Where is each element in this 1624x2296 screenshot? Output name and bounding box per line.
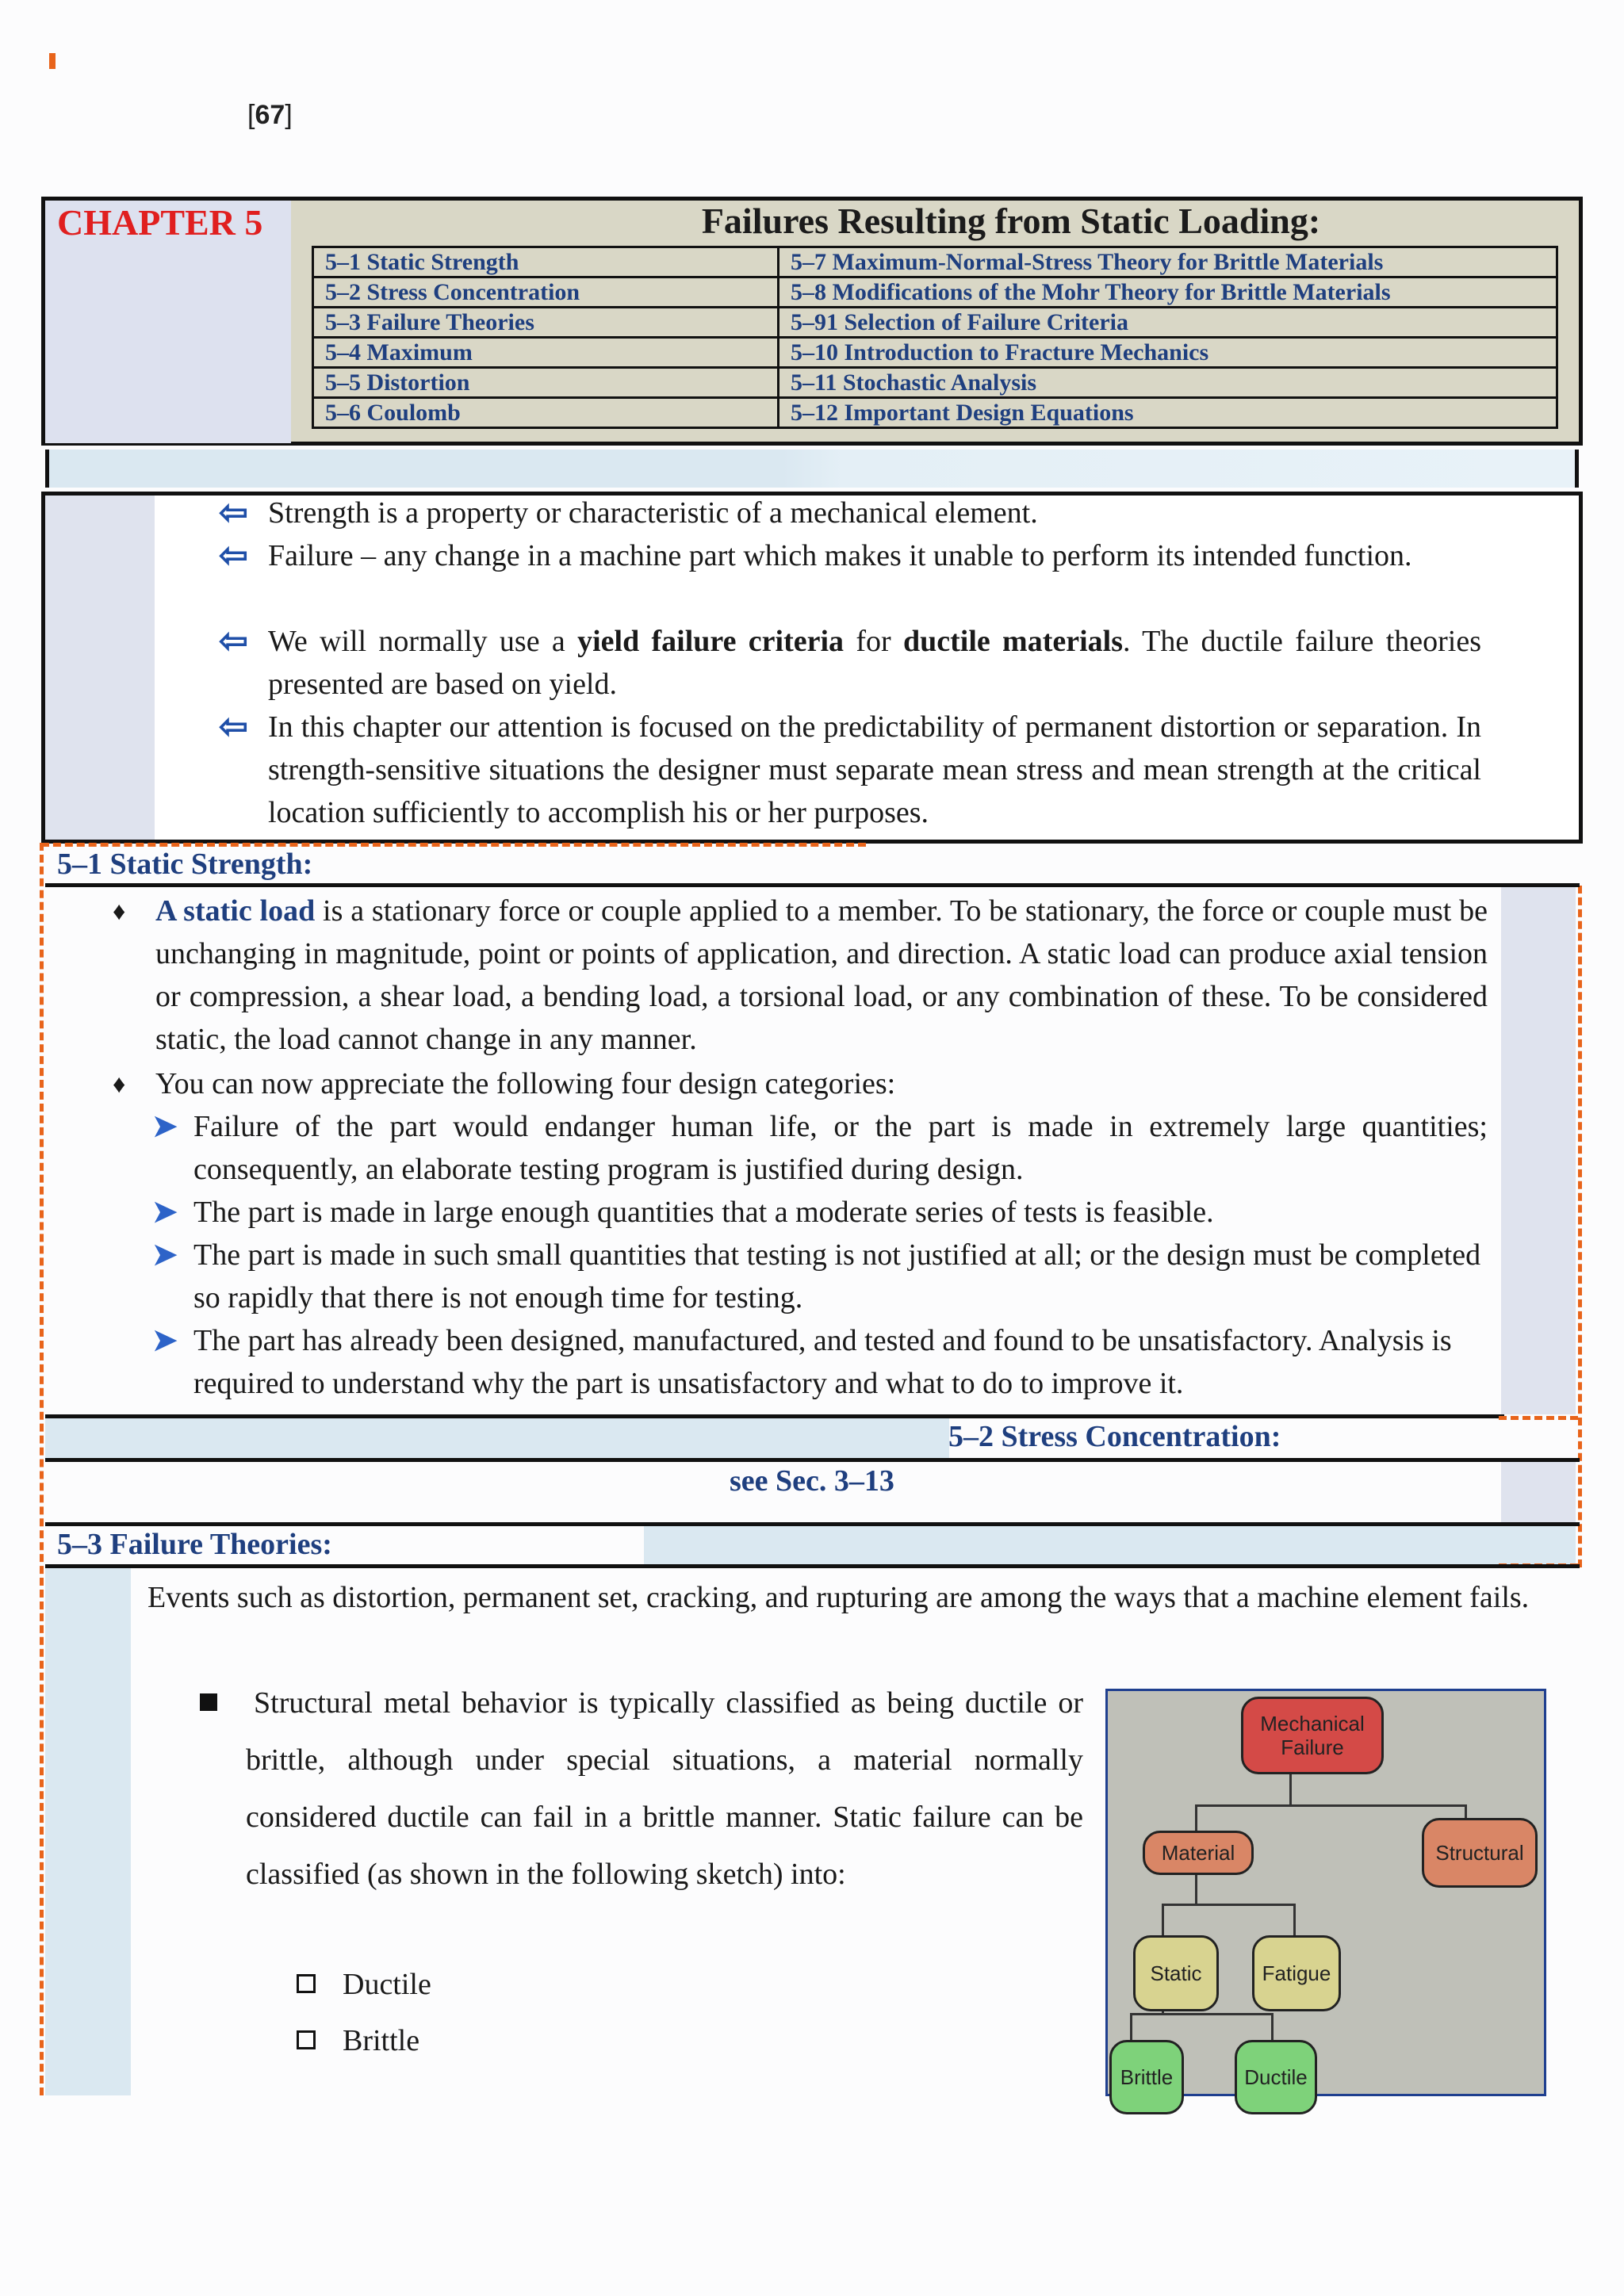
section-5-3-heading: 5–3 Failure Theories: [57, 1528, 332, 1561]
node-brittle: Brittle [1109, 2040, 1184, 2114]
toc-row [313, 368, 1557, 398]
section-5-2-side-panel [1501, 1462, 1576, 1522]
chevron-right-icon: ➤ [152, 1238, 178, 1272]
arrow-left-icon: ⇦ [219, 493, 248, 532]
connector-line [1271, 2013, 1274, 2042]
section-5-1-side-panel [1501, 887, 1576, 1414]
section-5-1-para-2: You can now appreciate the following four design categories: [155, 1067, 896, 1100]
section-5-2-heading: 5–2 Stress Concentration: [948, 1420, 1281, 1453]
section-rule [45, 1458, 1580, 1462]
arrow-left-icon: ⇦ [219, 707, 248, 746]
checkbox-icon [297, 1974, 316, 1993]
toc-cell: 5–5 Distortion [313, 368, 779, 398]
section-rule [45, 1564, 1580, 1568]
dashed-frame-left [40, 843, 44, 2095]
connector-line [1195, 1873, 1197, 1905]
node-structural: Structural [1422, 1818, 1538, 1888]
section-5-2-strip [45, 1418, 949, 1458]
square-bullet-icon [200, 1693, 217, 1711]
orange-corner-mark [49, 53, 56, 69]
diamond-bullet-icon: ♦ [113, 1070, 126, 1098]
section-5-1-para-1 [155, 890, 1488, 1061]
connector-line [1289, 1774, 1292, 1806]
diamond-bullet-icon: ♦ [113, 897, 126, 925]
checkbox-icon [297, 2030, 316, 2049]
toc-row [313, 398, 1557, 428]
toc-row [313, 247, 1557, 277]
toc-cell: 5–3 Failure Theories [313, 308, 779, 338]
intro-b3-pre: We will normally use a [268, 625, 578, 658]
node-fatigue: Fatigue [1252, 1935, 1341, 2011]
connector-line [1293, 1904, 1296, 1935]
failure-classification-diagram [1105, 1689, 1546, 2096]
static-load-definition: is a stationary force or couple applied to a member. To be stationary, the force or couple must be unchanging in magnitude, point or points of application, and direction. A static load can produce axial tension or compression, a shear load, a bending load, a torsional load, or any combination of these. To be considered static, the load cannot change in any manner. [155, 894, 1488, 1056]
section-5-3-strip [644, 1526, 1576, 1564]
section-5-1-heading: 5–1 Static Strength: [57, 848, 313, 881]
connector-line [1195, 1804, 1197, 1831]
section-5-2-reference: see Sec. 3–13 [730, 1464, 894, 1498]
arrow-left-icon: ⇦ [219, 622, 248, 660]
spacer-strip [45, 450, 1579, 488]
node-static: Static [1133, 1935, 1219, 2011]
failure-type-brittle: Brittle [343, 2024, 420, 2057]
connector-line [1130, 2013, 1132, 2042]
intro-b3-bold2: ductile materials [902, 625, 1123, 658]
dashed-divider [1499, 1416, 1578, 1420]
design-category-1: Failure of the part would endanger human life, or the part is made in extremely large quantities; consequently, an elaborate testing program is justified during design. [193, 1110, 1488, 1186]
toc-cell: 5–4 Maximum [313, 338, 779, 368]
node-material: Material [1143, 1831, 1254, 1875]
intro-b3-bold1: yield failure criteria [577, 625, 845, 658]
toc-row [313, 338, 1557, 368]
intro-side-panel [45, 496, 155, 840]
static-load-term: A static load [155, 894, 316, 928]
toc-cell: 5–1 Static Strength [313, 247, 779, 277]
toc-cell: 5–12 Important Design Equations [779, 398, 1557, 428]
connector-line [1162, 1904, 1295, 1906]
toc-cell: 5–6 Coulomb [313, 398, 779, 428]
node-mechanical-failure: Mechanical Failure [1241, 1697, 1384, 1774]
toc-cell: 5–11 Stochastic Analysis [779, 368, 1557, 398]
intro-bullet-1: Strength is a property or characteristic of a mechanical element. [268, 496, 1038, 530]
intro-b3-mid: for [844, 625, 903, 658]
connector-line [1195, 1804, 1466, 1807]
section-5-3-para-1: Events such as distortion, permanent set, cracking, and rupturing are among the ways that a machine element fails. [147, 1581, 1530, 1614]
chevron-right-icon: ➤ [152, 1324, 178, 1357]
connector-line [1162, 1904, 1164, 1935]
node-ductile: Ductile [1235, 2040, 1317, 2114]
chapter-title: Failures Resulting from Static Loading: [701, 201, 1321, 241]
page-number-value: 67 [255, 100, 285, 130]
toc-cell: 5–2 Stress Concentration [313, 277, 779, 308]
design-category-4: The part has already been designed, manufactured, and tested and found to be unsatisfactory. Analysis is required to understand why the part is unsatisfactory and what to do to improve it. [193, 1324, 1452, 1400]
failure-type-ductile: Ductile [343, 1968, 431, 2001]
connector-line [1130, 2013, 1273, 2015]
toc-cell: 5–7 Maximum-Normal-Stress Theory for Brittle Materials [779, 247, 1557, 277]
chapter-toc-table [312, 246, 1558, 429]
toc-cell: 5–91 Selection of Failure Criteria [779, 308, 1557, 338]
chapter-label: CHAPTER 5 [57, 202, 263, 243]
section-rule [45, 883, 1580, 887]
chevron-right-icon: ➤ [152, 1196, 178, 1229]
intro-b3-post: . The ductile failure theories presented are based on yield. [268, 625, 1481, 701]
toc-row [313, 277, 1557, 308]
page-number: [67] [247, 100, 293, 130]
toc-row [313, 308, 1557, 338]
dashed-frame-right [1578, 886, 1582, 1567]
section-5-3-side-panel [45, 1568, 131, 2095]
arrow-left-icon: ⇦ [219, 536, 248, 575]
chevron-right-icon: ➤ [152, 1110, 178, 1143]
section-5-3-para-2: Structural metal behavior is typically classified as being ductile or brittle, although under special situations, a material normally considered ductile can fail in a brittle manner. Static failure can be classified (as shown in the following sketch) into: [246, 1686, 1083, 1891]
intro-bullet-2: Failure – any change in a machine part which makes it unable to perform its intended function. [268, 539, 1412, 572]
intro-bullet-4: In this chapter our attention is focused on the predictability of permanent distortion or separation. In strength-sensitive situations the designer must separate mean stress and mean strength at the critical location sufficiently to accomplish his or her purposes. [268, 710, 1481, 829]
design-category-3: The part is made in such small quantities that testing is not justified at all; or the design must be completed so rapidly that there is not enough time for testing. [193, 1238, 1481, 1314]
toc-cell: 5–8 Modifications of the Mohr Theory for Brittle Materials [779, 277, 1557, 308]
toc-cell: 5–10 Introduction to Fracture Mechanics [779, 338, 1557, 368]
intro-bullet-3 [268, 620, 1481, 706]
design-category-2: The part is made in large enough quantities that a moderate series of tests is feasible. [193, 1196, 1214, 1229]
